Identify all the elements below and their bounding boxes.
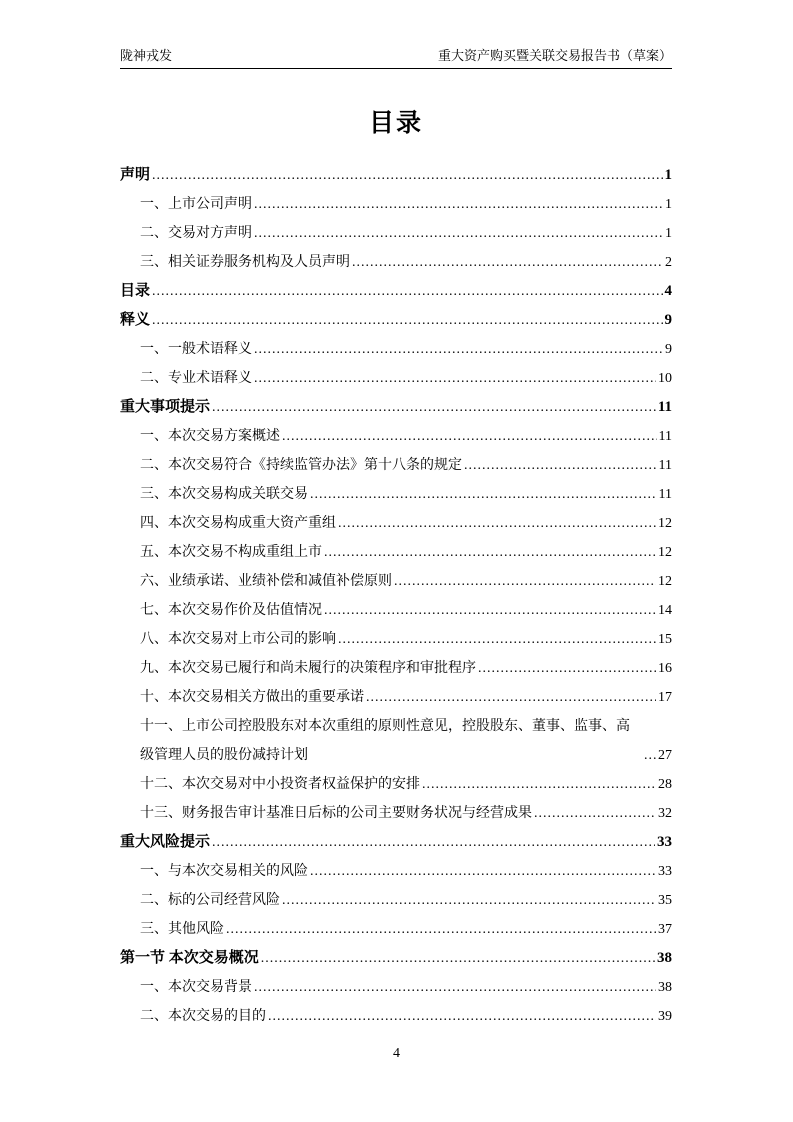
- toc-page-number: 33: [658, 864, 672, 879]
- toc-page-number: 32: [658, 806, 672, 821]
- toc-dot-leader: [644, 741, 656, 770]
- toc-page-number: 38: [658, 980, 672, 995]
- toc-dot-leader: [324, 596, 656, 625]
- toc-dot-leader: [268, 1002, 656, 1031]
- toc-page-number: 17: [658, 690, 672, 705]
- toc-entry-label: 二、本次交易的目的: [140, 1009, 266, 1024]
- toc-entry: [120, 567, 672, 596]
- toc-entry-label: 二、标的公司经营风险: [140, 893, 280, 908]
- toc-dot-leader: [261, 944, 655, 973]
- toc-entry: [120, 277, 672, 306]
- toc-page-number: 1: [665, 226, 672, 241]
- toc-entry-label: 一、与本次交易相关的风险: [140, 864, 308, 879]
- toc-entry-label: 九、本次交易已履行和尚未履行的决策程序和审批程序: [140, 661, 476, 676]
- toc-dot-leader: [254, 364, 656, 393]
- toc-dot-leader: [338, 509, 656, 538]
- toc-page-number: 28: [658, 777, 672, 792]
- toc-entry-label: 三、本次交易构成关联交易: [140, 487, 308, 502]
- toc-dot-leader: [282, 886, 656, 915]
- toc-page-number: 2: [665, 255, 672, 270]
- toc-entry: [120, 364, 672, 393]
- toc-page-number: 11: [658, 458, 672, 473]
- toc-entry-label: 五、本次交易不构成重组上市: [140, 545, 322, 560]
- toc-page-number: 27: [658, 748, 672, 763]
- toc-entry: [120, 683, 672, 712]
- toc-dot-leader: [254, 973, 656, 1002]
- toc-page-number: 14: [658, 603, 672, 618]
- toc-entry-label: 一、上市公司声明: [140, 197, 252, 212]
- toc-entry: [120, 335, 672, 364]
- toc-dot-leader: [366, 683, 656, 712]
- toc-entry-label: 三、其他风险: [140, 922, 224, 937]
- toc-page-number: 4: [664, 283, 672, 299]
- toc-entry: [120, 799, 672, 828]
- toc-entry-label: 重大事项提示: [120, 399, 211, 415]
- toc-entry-label: 二、交易对方声明: [140, 226, 252, 241]
- toc-entry-label: 七、本次交易作价及估值情况: [140, 603, 322, 618]
- toc-page-number: 39: [658, 1009, 672, 1024]
- toc-dot-leader: [310, 857, 656, 886]
- page-header: [120, 48, 672, 69]
- toc-page-number: 11: [657, 399, 672, 415]
- toc-entry-label: 一、本次交易方案概述: [140, 429, 280, 444]
- toc-entry: [120, 915, 672, 944]
- toc-page-number: 12: [658, 574, 672, 589]
- toc-title: 目录: [368, 109, 423, 137]
- toc-page-number: 12: [658, 516, 672, 531]
- toc-entry: [120, 509, 672, 538]
- toc-entry-label: 目录: [120, 283, 151, 299]
- toc-entry: [120, 393, 672, 422]
- toc-entry: [120, 857, 672, 886]
- toc-entry-label: 二、本次交易符合《持续监管办法》第十八条的规定: [140, 458, 462, 473]
- toc-entry: [120, 538, 672, 567]
- toc-page-number: 9: [664, 312, 672, 328]
- toc-dot-leader: [152, 306, 662, 335]
- toc-entry: [120, 306, 672, 335]
- toc-entry: [120, 1002, 672, 1031]
- toc-entry: [120, 770, 672, 799]
- toc-entry: [120, 190, 672, 219]
- toc-page-number: 9: [665, 342, 672, 357]
- toc-page-number: 11: [658, 429, 672, 444]
- header-right-text: 重大资产购买暨关联交易报告书（草案）: [437, 48, 672, 63]
- toc-entry-label: 十二、本次交易对中小投资者权益保护的安排: [140, 777, 420, 792]
- toc-entry: [120, 625, 672, 654]
- toc-entry-label: 十三、财务报告审计基准日后标的公司主要财务状况与经营成果: [140, 806, 532, 821]
- toc-dot-leader: [254, 335, 663, 364]
- toc-dot-leader: [212, 393, 656, 422]
- toc-dot-leader: [338, 625, 656, 654]
- toc-dot-leader: [394, 567, 656, 596]
- toc-entry: [120, 219, 672, 248]
- toc-entry-label: 六、业绩承诺、业绩补偿和减值补偿原则: [140, 574, 392, 589]
- toc-entry-label: 重大风险提示: [120, 834, 211, 850]
- toc-entry-label: 一、本次交易背景: [140, 980, 252, 995]
- toc-entry: [120, 596, 672, 625]
- toc-entry-label: 第一节 本次交易概况: [120, 950, 259, 966]
- toc-page-number: 33: [657, 834, 672, 850]
- toc-entry-label: 三、相关证券服务机构及人员声明: [140, 255, 350, 270]
- toc-entry: [120, 451, 672, 480]
- toc-dot-leader: [310, 480, 657, 509]
- toc-page-number: 11: [658, 487, 672, 502]
- toc-dot-leader: [254, 219, 663, 248]
- toc-entry: [120, 973, 672, 1002]
- toc-entry-label: 十、本次交易相关方做出的重要承诺: [140, 690, 364, 705]
- toc-page-number: 16: [658, 661, 672, 676]
- toc-entry-label: 一、一般术语释义: [140, 342, 252, 357]
- toc-page-number: 1: [664, 167, 672, 183]
- toc-entry-label: 八、本次交易对上市公司的影响: [140, 632, 336, 647]
- header-left-text: 陇神戎发: [120, 48, 173, 63]
- toc-dot-leader: [352, 248, 663, 277]
- toc-entry: [120, 828, 672, 857]
- toc-entry-label: 二、专业术语释义: [140, 371, 252, 386]
- toc-entry: [120, 248, 672, 277]
- toc-entry-label: 十一、上市公司控股股东对本次重组的原则性意见，控股股东、董事、监事、高级管理人员的股份减持计划: [140, 719, 630, 763]
- toc-page-number: 35: [658, 893, 672, 908]
- table-of-contents: [120, 161, 672, 1031]
- toc-page-number: 1: [665, 197, 672, 212]
- toc-dot-leader: [152, 161, 662, 190]
- toc-dot-leader: [324, 538, 656, 567]
- toc-page-number: 37: [658, 922, 672, 937]
- toc-entry: [120, 480, 672, 509]
- toc-dot-leader: [478, 654, 656, 683]
- footer-page-number: 4: [393, 1046, 400, 1061]
- toc-entry-label: 释义: [120, 312, 151, 328]
- toc-page-number: 12: [658, 545, 672, 560]
- toc-entry: [120, 422, 672, 451]
- toc-entry: [120, 161, 672, 190]
- toc-page-number: 38: [657, 950, 672, 966]
- toc-dot-leader: [534, 799, 656, 828]
- toc-page-number: 10: [658, 371, 672, 386]
- toc-dot-leader: [282, 422, 657, 451]
- toc-entry-label: 四、本次交易构成重大资产重组: [140, 516, 336, 531]
- toc-dot-leader: [226, 915, 656, 944]
- toc-entry: [120, 886, 672, 915]
- toc-dot-leader: [152, 277, 662, 306]
- toc-dot-leader: [212, 828, 655, 857]
- toc-dot-leader: [422, 770, 656, 799]
- toc-page-number: 15: [658, 632, 672, 647]
- toc-entry: [120, 654, 672, 683]
- toc-entry: [120, 712, 672, 770]
- page-footer: [0, 1046, 793, 1062]
- toc-entry: [120, 944, 672, 973]
- toc-dot-leader: [464, 451, 657, 480]
- toc-dot-leader: [254, 190, 663, 219]
- toc-entry-label: 声明: [120, 167, 151, 183]
